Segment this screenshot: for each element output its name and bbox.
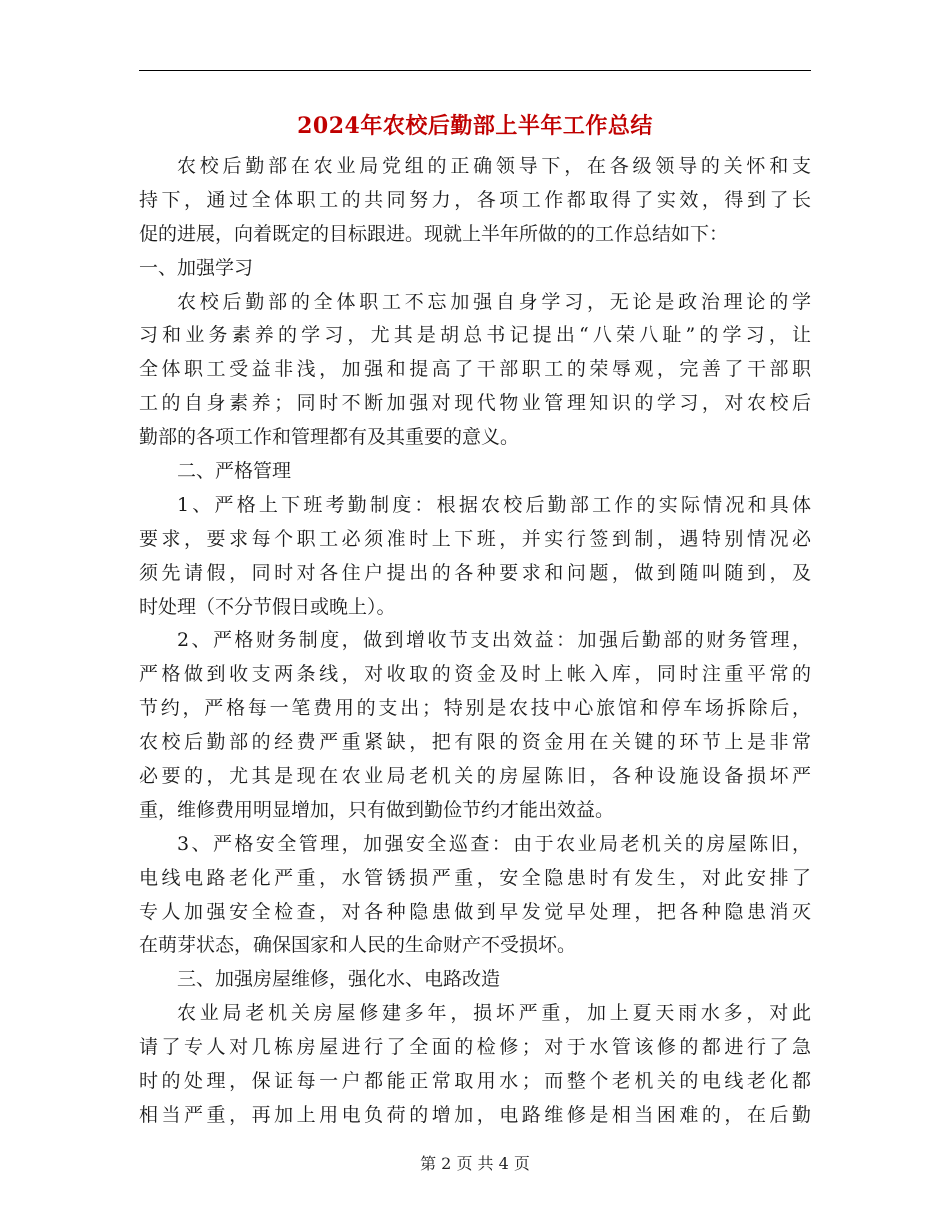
text-line: 二、严格管理	[177, 460, 292, 483]
text-line: 农校后勤部的经费严重紧缺，把有限的资金用在关键的环节上是非常	[139, 731, 811, 754]
text-line: 全体职工受益非浅，加强和提高了干部职工的荣辱观，完善了干部职	[139, 358, 811, 381]
text-line: 请了专人对几栋房屋进行了全面的检修；对于水管该修的都进行了急	[139, 1036, 811, 1059]
text-line: 严格做到收支两条线，对收取的资金及时上帐入库，同时注重平常的	[139, 663, 811, 686]
text-line: 农校后勤部的全体职工不忘加强自身学习，无论是政治理论的学	[177, 290, 811, 313]
document-title: 2024年农校后勤部上半年工作总结	[297, 113, 653, 139]
text-line: 专人加强安全检查，对各种隐患做到早发觉早处理，把各种隐患消灭	[139, 900, 811, 923]
text-line: 一、加强学习	[139, 256, 254, 279]
text-line: 3、严格安全管理，加强安全巡查：由于农业局老机关的房屋陈旧，	[177, 832, 811, 855]
text-line: 在萌芽状态，确保国家和人民的生命财产不受损坏。	[139, 934, 577, 957]
page-number: 第 2 页 共 4 页	[420, 1154, 530, 1173]
text-line: 节约，严格每一笔费用的支出；特别是农技中心旅馆和停车场拆除后，	[139, 697, 811, 720]
text-line: 持下，通过全体职工的共同努力，各项工作都取得了实效，得到了长	[139, 188, 811, 211]
text-line: 农校后勤部在农业局党组的正确领导下，在各级领导的关怀和支	[177, 155, 811, 177]
text-line: 必要的，尤其是现在农业局老机关的房屋陈旧，各种设施设备损坏严	[139, 765, 811, 788]
text-line: 勤部的各项工作和管理都有及其重要的意义。	[139, 426, 520, 449]
text-line: 重，维修费用明显增加，只有做到勤俭节约才能出效益。	[139, 798, 615, 821]
text-line: 1、严格上下班考勤制度：根据农校后勤部工作的实际情况和具体	[177, 493, 811, 516]
header-rule	[139, 70, 811, 71]
text-line: 农业局老机关房屋修建多年，损坏严重，加上夏天雨水多，对此	[177, 1002, 811, 1025]
text-line: 时的处理，保证每一户都能正常取用水；而整个老机关的电线老化都	[139, 1070, 811, 1093]
text-line: 促的进展，向着既定的目标跟进。现就上半年所做的的工作总结如下：	[139, 222, 729, 245]
text-line: 要求，要求每个职工必须准时上下班，并实行签到制，遇特别情况必	[139, 527, 811, 550]
text-line: 2、严格财务制度，做到增收节支出效益：加强后勤部的财务管理，	[177, 629, 811, 652]
text-line: 须先请假，同时对各住户提出的各种要求和问题，做到随叫随到，及	[139, 561, 811, 584]
text-line: 时处理（不分节假日或晚上）。	[139, 595, 396, 618]
text-line: 工的自身素养；同时不断加强对现代物业管理知识的学习，对农校后	[139, 392, 811, 415]
text-line: 习和业务素养的学习，尤其是胡总书记提出“八荣八耻”的学习，让	[139, 324, 811, 347]
document-body	[139, 150, 811, 1133]
text-line: 三、加强房屋维修，强化水、电路改造	[177, 968, 501, 991]
text-line: 电线电路老化严重，水管锈损严重，安全隐患时有发生，对此安排了	[139, 866, 811, 889]
text-line: 相当严重，再加上用电负荷的增加，电路维修是相当困难的，在后勤	[139, 1103, 811, 1126]
